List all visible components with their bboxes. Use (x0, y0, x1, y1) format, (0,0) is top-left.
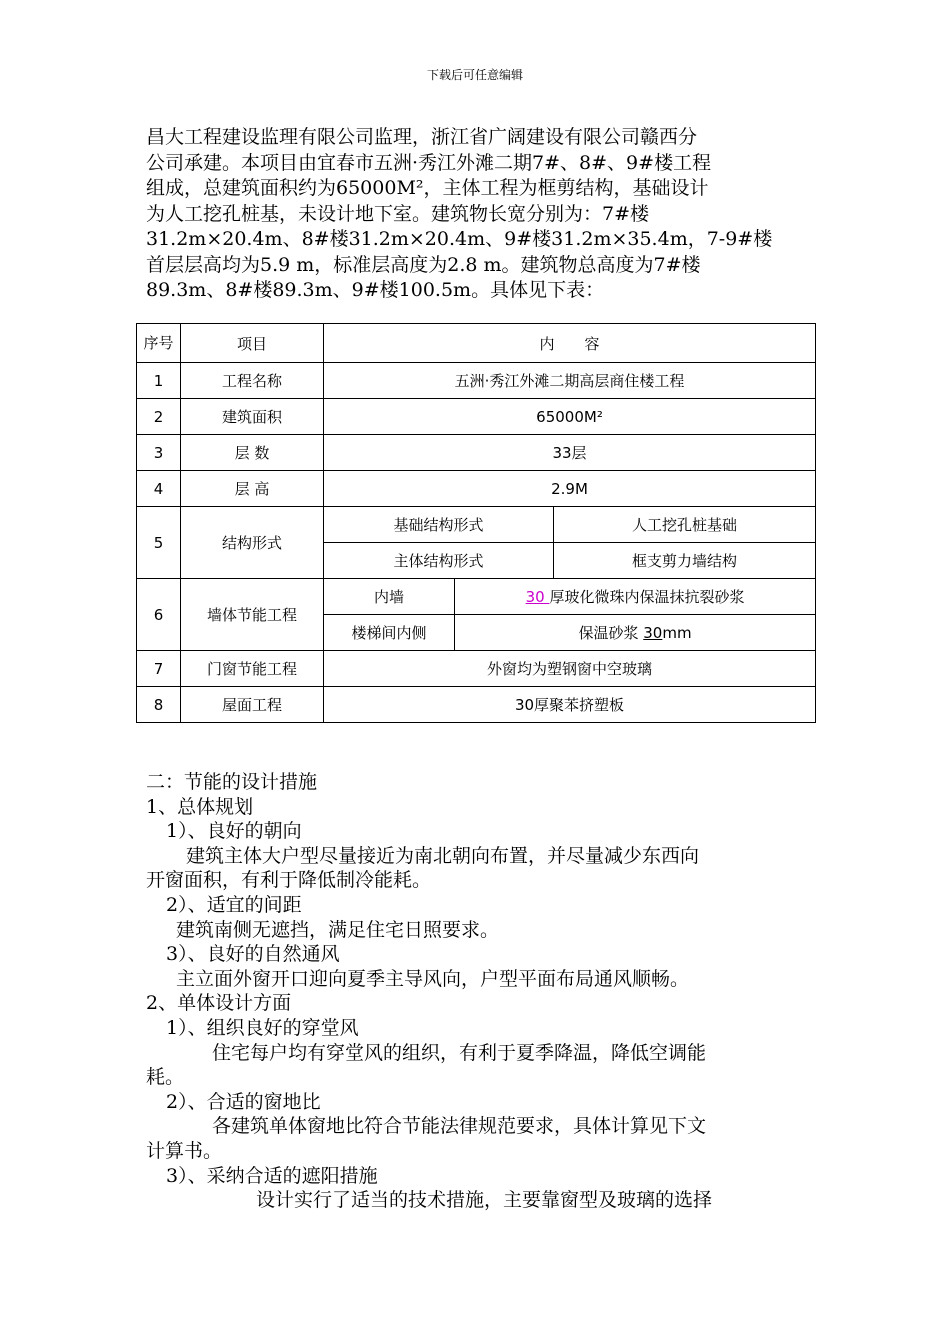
intro-line: 组成，总建筑面积约为65000M²，主体工程为框剪结构，基础设计 (146, 177, 709, 199)
sub-value (455, 615, 816, 651)
item-text: 设计实行了适当的技术措施，主要靠窗型及玻璃的选择 (256, 1189, 713, 1212)
row-no: 2 (137, 399, 181, 435)
thickness-unit: mm (662, 624, 692, 642)
item-text: 计算书。 (146, 1139, 223, 1162)
item-heading: 1）、良好的朝向 (166, 820, 302, 843)
row-item: 层 数 (181, 435, 324, 471)
item-text: 耗。 (146, 1066, 185, 1089)
item-text: 建筑南侧无遮挡，满足住宅日照要求。 (176, 918, 500, 941)
table-header-row (137, 324, 816, 363)
sub-label: 主体结构形式 (324, 543, 554, 579)
row-content: 33层 (324, 435, 816, 471)
row-item: 屋面工程 (181, 687, 324, 723)
section-heading: 二：节能的设计措施 (146, 771, 318, 793)
sub-value-text: 厚玻化微珠内保温抹抗裂砂浆 (549, 588, 745, 606)
intro-line: 31.2m×20.4m、8#楼31.2m×20.4m、9#楼31.2m×35.4m，7-9#楼 (146, 228, 773, 250)
intro-line: 89.3m、8#楼89.3m、9#楼100.5m。具体见下表： (146, 279, 605, 301)
subsection-heading: 1、总体规划 (146, 795, 254, 818)
table-row (137, 507, 816, 543)
row-content: 五洲·秀江外滩二期高层商住楼工程 (324, 363, 816, 399)
row-no: 1 (137, 363, 181, 399)
page-header: 下载后可任意编辑 (426, 68, 523, 82)
thickness-link[interactable]: 30 (525, 588, 550, 606)
table-row (137, 399, 816, 435)
row-no: 7 (137, 651, 181, 687)
row-item: 结构形式 (181, 507, 324, 579)
row-content: 65000M² (324, 399, 816, 435)
project-info-table (136, 323, 816, 723)
table-row (137, 435, 816, 471)
row-content: 外窗均为塑钢窗中空玻璃 (324, 651, 816, 687)
sub-label: 楼梯间内侧 (324, 615, 455, 651)
item-text: 住宅每户均有穿堂风的组织，有利于夏季降温，降低空调能 (212, 1041, 707, 1064)
row-item: 墙体节能工程 (181, 579, 324, 651)
sub-label: 内墙 (324, 579, 455, 615)
item-heading: 3）、良好的自然通风 (166, 943, 340, 966)
sub-value-text: 保温砂浆 (578, 624, 639, 642)
item-text: 主立面外窗开口迎向夏季主导风向，户型平面布局通风顺畅。 (176, 967, 690, 990)
thickness-number: 30 (643, 624, 663, 642)
item-text: 各建筑单体窗地比符合节能法律规范要求，具体计算见下文 (212, 1115, 707, 1138)
intro-line: 首层层高均为5.9 m，标准层高度为2.8 m。建筑物总高度为7#楼 (146, 253, 701, 276)
intro-line: 昌大工程建设监理有限公司监理，浙江省广阔建设有限公司赣西分 (146, 126, 698, 148)
item-text: 开窗面积，有利于降低制冷能耗。 (146, 869, 432, 892)
table-row (137, 651, 816, 687)
row-no: 5 (137, 507, 181, 579)
sub-label: 基础结构形式 (324, 507, 554, 543)
sub-value: 人工挖孔桩基础 (554, 507, 816, 543)
intro-line: 为人工挖孔桩基，未设计地下室。建筑物长宽分别为：7#楼 (146, 202, 650, 225)
intro-paragraph (146, 125, 810, 304)
row-item: 门窗节能工程 (181, 651, 324, 687)
row-no: 6 (137, 579, 181, 651)
table-row (137, 687, 816, 723)
row-item: 工程名称 (181, 363, 324, 399)
item-heading: 2）、适宜的间距 (166, 893, 302, 916)
row-content: 2.9M (324, 471, 816, 507)
table-row (137, 579, 816, 615)
sub-value (455, 579, 816, 615)
item-heading: 2）、合适的窗地比 (166, 1090, 321, 1113)
row-item: 层 高 (181, 471, 324, 507)
design-measures-section (146, 770, 810, 1213)
header-content: 内 容 (324, 324, 816, 363)
item-heading: 1）、组织良好的穿堂风 (166, 1016, 359, 1039)
table-row (137, 363, 816, 399)
row-no: 4 (137, 471, 181, 507)
subsection-heading: 2、单体设计方面 (146, 992, 292, 1015)
table-row (137, 471, 816, 507)
row-content: 30厚聚苯挤塑板 (324, 687, 816, 723)
item-heading: 3）、采纳合适的遮阳措施 (166, 1164, 378, 1187)
header-no: 序号 (137, 324, 181, 363)
intro-line: 公司承建。本项目由宜春市五洲·秀江外滩二期7#、8#、9#楼工程 (146, 151, 712, 174)
row-no: 8 (137, 687, 181, 723)
row-item: 建筑面积 (181, 399, 324, 435)
item-text: 建筑主体大户型尽量接近为南北朝向布置，并尽量减少东西向 (186, 844, 700, 867)
sub-value: 框支剪力墙结构 (554, 543, 816, 579)
row-no: 3 (137, 435, 181, 471)
header-item: 项目 (181, 324, 324, 363)
